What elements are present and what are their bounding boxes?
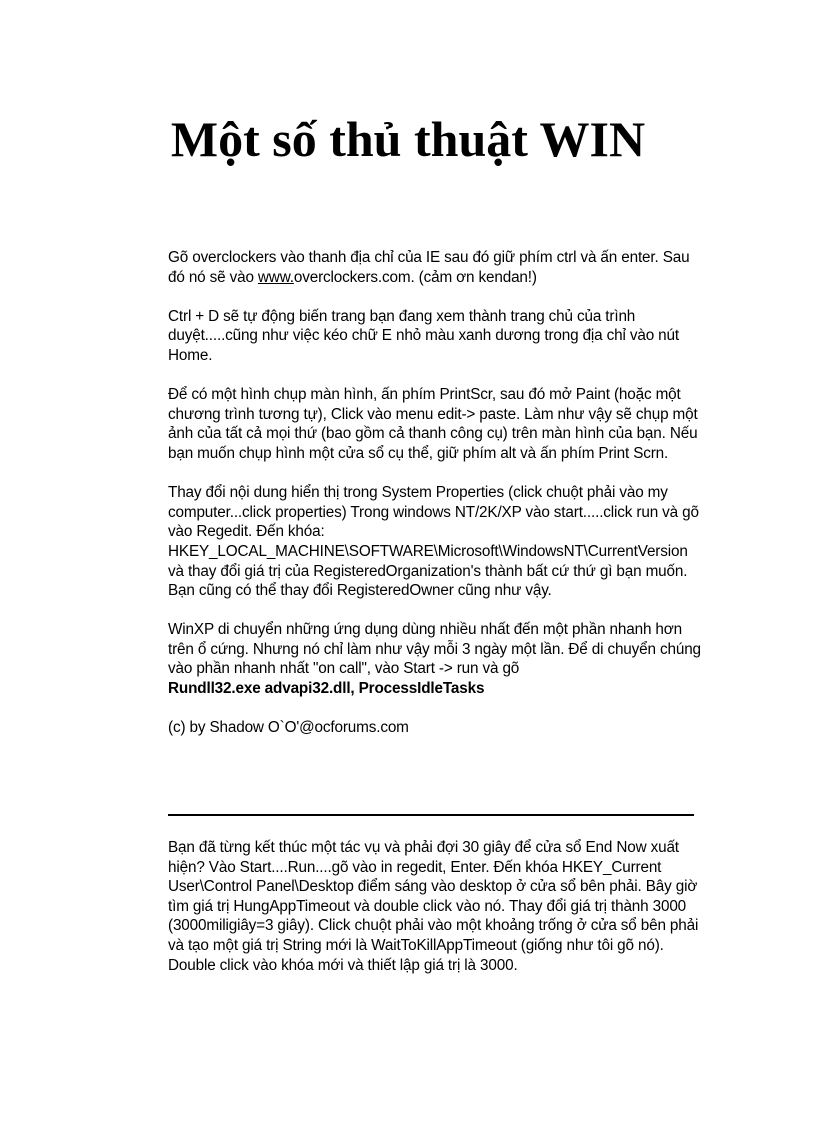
second-tips-section <box>168 838 703 995</box>
tip-system-properties: Thay đổi nội dung hiển thị trong System Properties (click chuột phải vào my computer...click properties) Trong windows NT/2K/XP vào start.....click run và gõ vào Regedit. Đến khóa: HKEY_LOCAL_MACHINE\SOFTWARE\Microsoft\WindowsNT\CurrentVersion và thay đổi giá trị của RegisteredOrganization's thành bất cứ thứ gì bạn muốn. Bạn cũng có thể thay đổi RegisteredOwner cũng như vậy. <box>168 484 699 600</box>
tip-printscreen: Để có một hình chụp màn hình, ấn phím PrintScr, sau đó mở Paint (hoặc một chương trình tương tự), Click vào menu edit-> paste. Làm như vậy sẽ chụp một ảnh của tất cả mọi thứ (bao gồm cả thanh công cụ) trên màn hình của bạn. Nếu bạn muốn chụp hình một cửa sổ cụ thể, giữ phím alt và ấn phím Print Scrn. <box>168 386 698 462</box>
section-divider <box>168 814 694 816</box>
credit-line: (c) by Shadow O`O'@ocforums.com <box>168 719 409 737</box>
overclockers-link[interactable]: www. <box>257 268 294 286</box>
tip-overclockers <box>168 248 703 287</box>
tip-ctrl-d: Ctrl + D sẽ tự động biến trang bạn đang xem thành trang chủ của trình duyệt.....cũng như việc kéo chữ E nhỏ màu xanh dương trong địa chỉ vào nút Home. <box>168 307 679 364</box>
page-title: Một số thủ thuật WIN <box>170 111 646 167</box>
tip-overclockers-text-a: Gõ overclockers vào thanh địa chỉ của IE sau đó giữ phím ctrl và ấn enter. Sau đó nó sẽ vào <box>168 249 690 286</box>
tip-overclockers-text-b: overclockers.com. (cảm ơn kendan!) <box>293 268 537 286</box>
tips-section <box>168 248 703 757</box>
tip-winxp-fast <box>168 620 703 698</box>
tip-winxp-command: Rundll32.exe advapi32.dll, ProcessIdleTasks <box>168 680 485 698</box>
tip-hung-app-timeout: Bạn đã từng kết thúc một tác vụ và phải đợi 30 giây để cửa sổ End Now xuất hiện? Vào Start....Run....gõ vào in regedit, Enter. Đến khóa HKEY_Current User\Control Panel\Desktop điểm sáng vào desktop ở cửa sổ bên phải. Bây giờ tìm giá trị HungAppTimeout và double click vào nó. Thay đổi giá trị thành 3000 (3000miligiây=3 giây). Click chuột phải vào một khoảng trống ở cửa sổ bên phải và tạo một giá trị String mới là WaitToKillAppTimeout (giống như tôi gõ nó). Double click vào khóa mới và thiết lập giá trị là 3000. <box>168 839 699 974</box>
tip-winxp-text: WinXP di chuyển những ứng dụng dùng nhiều nhất đến một phần nhanh hơn trên ổ cứng. Nhưng nó chỉ làm như vậy mỗi 3 ngày một lần. Để di chuyển chúng vào phần nhanh nhất "on call", vào Start -> run và gõ <box>168 621 701 678</box>
